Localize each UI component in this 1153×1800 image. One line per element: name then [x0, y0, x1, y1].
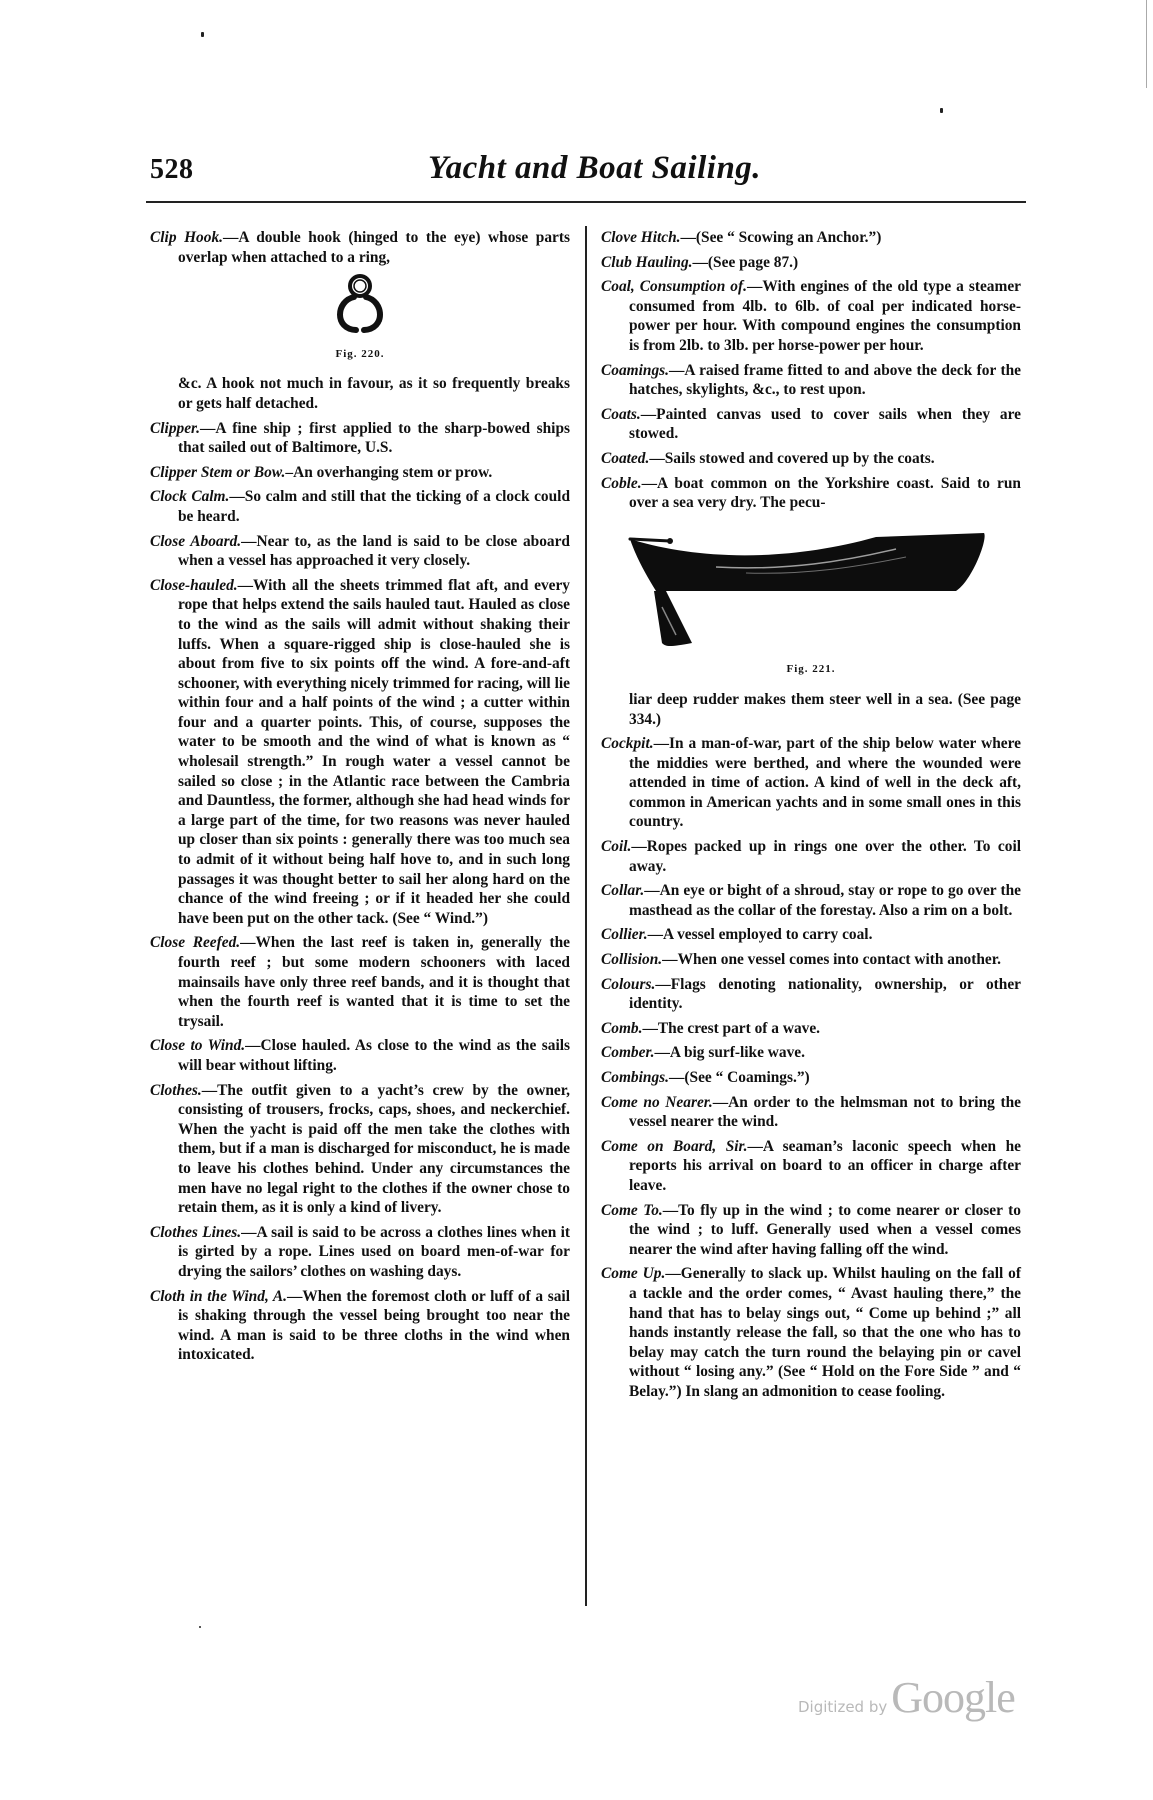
glossary-entry — [150, 419, 570, 458]
entry-term: Clipper Stem or Bow. — [150, 463, 286, 481]
entry-definition: —When one vessel comes into contact with another. — [662, 951, 1002, 969]
entry-definition: —(See “ Coamings.”) — [669, 1069, 810, 1086]
glossary-entry — [150, 1287, 570, 1365]
glossary-entry — [601, 361, 1021, 400]
entry-definition: —A seaman’s laconic speech when he reports his arrival on board to an officer in charge after leave. — [629, 1137, 1021, 1194]
entry-term: Close Aboard. — [150, 532, 242, 550]
glossary-entry — [601, 228, 1021, 248]
entry-term: Comb. — [601, 1019, 643, 1037]
entry-term: Coats. — [601, 405, 641, 423]
entry-term: Clove Hitch. — [601, 229, 681, 246]
entry-definition: —An eye or bight of a shroud, stay or rope to go over the masthead as the collar of the forestay. Also a rim on a bolt. — [629, 882, 1021, 919]
entry-definition: —Close hauled. As close to the wind as the sails will bear without lifting. — [178, 1037, 571, 1074]
scan-speck — [940, 108, 943, 113]
glossary-entry — [601, 734, 1021, 832]
glossary-entry — [601, 1093, 1021, 1132]
entry-term: Coble. — [601, 474, 642, 492]
entry-definition: —To fly up in the wind ; to come nearer or closer to the wind ; to luff. Generally used when a vessel comes nearer the wind after having falling off the wind. — [629, 1201, 1021, 1258]
column-divider — [585, 226, 587, 1606]
entry-definition: —The crest part of a wave. — [642, 1019, 821, 1037]
entry-definition: —An order to the helmsman not to bring the vessel nearer the wind. — [629, 1093, 1021, 1131]
entry-term: Close to Wind. — [150, 1037, 246, 1055]
running-title: Yacht and Boat Sailing. — [428, 150, 762, 186]
entry-term: Cloth in the Wind, A. — [150, 1287, 287, 1305]
entry-term: Colours. — [601, 975, 656, 993]
entry-term: Clock Calm. — [150, 488, 230, 506]
glossary-entry — [601, 1043, 1021, 1063]
glossary-entry — [601, 837, 1021, 876]
entry-definition: —When the foremost cloth or luff of a sail is shaking through the vessel being brought too near the wind. A man is said to be three cloths in the wind when intoxicated. — [178, 1287, 570, 1364]
entry-term: Come To. — [601, 1201, 663, 1219]
entry-definition: —When the last reef is taken in, generally the fourth reef ; but some modern schooners with laced mainsails have only three reef bands, and it is thought that when the fourth reef is wanted that it is time to set the trysail. — [178, 934, 570, 1030]
entry-definition: —A boat common on the Yorkshire coast. Said to run over a sea very dry. The pecu- — [629, 474, 1021, 512]
entry-term: Cockpit. — [601, 735, 654, 753]
entry-term: Clip Hook. — [150, 229, 223, 246]
glossary-entry — [601, 1068, 1021, 1088]
glossary-entry — [601, 1137, 1021, 1196]
entry-term: Coil. — [601, 838, 632, 856]
glossary-entry — [601, 975, 1021, 1014]
glossary-entry — [601, 405, 1021, 444]
watermark-prefix: Digitized by — [798, 1698, 888, 1716]
entry-term: Collar. — [601, 882, 645, 900]
glossary-entry — [150, 487, 570, 526]
coble-boat-icon — [626, 531, 996, 651]
entry-term: Coated. — [601, 449, 650, 467]
entry-definition: —With engines of the old type a steamer consumed from 4lb. to 6lb. of coal per indicated horse-power per hour. With compound engines the consumption is from 2lb. to 3lb. per horse-power per hour. — [629, 278, 1021, 354]
entry-term: Close-hauled. — [150, 576, 238, 594]
entry-term: Close Reefed. — [150, 934, 241, 952]
entry-definition: —A double hook (hinged to the eye) whose parts overlap when attached to a ring, — [178, 229, 571, 266]
glossary-entry — [601, 1201, 1021, 1260]
glossary-entry-continued: &c. A hook not much in favour, as it so frequently breaks or gets half detached. — [178, 375, 570, 412]
glossary-entry — [150, 576, 570, 929]
figure-caption: Fig. 220. — [335, 347, 385, 360]
entry-definition: —Sails stowed and covered up by the coats. — [649, 449, 935, 467]
glossary-entry — [601, 277, 1021, 355]
glossary-entry — [601, 449, 1021, 469]
scan-edge-line — [1146, 0, 1147, 88]
entry-definition: —In a man-of-war, part of the ship below water where the middies were berthed, and where the wounded were attended in time of action. A kind of well in the deck aft, common in American yachts and in some small ones in this country. — [629, 735, 1021, 831]
glossary-entry — [150, 463, 570, 483]
entry-term: Come Up. — [601, 1265, 666, 1283]
glossary-entry — [150, 228, 570, 267]
entry-definition: —With all the sheets trimmed flat aft, and every rope that helps extend the sails hauled taut. Hauled as close to the wind as the sails will admit without shaking their luffs. When a square-rigged ship is close-hauled she is about from five to six points off the wind. A fore-and-aft schooner, with everything nicely trimmed for racing, will lie within four and a half points of the wind ; a cutter within four and a quarter points. This, of course, supposes the water to be smooth and the wind of what is known as “ wholesail strength.” In rough water a vessel cannot be sailed so close ; in the Atlantic race between the Cambria and Dauntless, the former, although she had head winds for a large part of the time, for two reasons was never hauled up closer than six points : generally there was too much sea to admit of it without being half hove to, and in such long passages it was thought better to sail her along hard on the chance of the wind freeing ; or if it headed her she could have been put on the other tack. (See “ Wind.”) — [178, 576, 570, 927]
entry-definition: —A sail is said to be across a clothes lines when it is girted by a rope. Lines used on board men-of-war for drying the sailors’ clothes on washing days. — [178, 1223, 570, 1280]
glossary-entry — [150, 1081, 570, 1218]
glossary-entry — [150, 1036, 570, 1075]
entry-term: Coamings. — [601, 361, 669, 379]
glossary-entry — [601, 1019, 1021, 1039]
entry-definition: —Generally to slack up. Whilst hauling on the fall of a tackle and the order comes, “ Avast hauling there,” the hand that has to belay sings out, “ Come up behind ;” all hands instantly release the fall, so that the one who has to belay may catch the turn round the belaying pin or cavel without “ losing any.” (See “ Hold on the Fore Side ” and “ Belay.”) In slang an admonition to cease fooling. — [629, 1265, 1021, 1400]
entry-term: Come no Nearer. — [601, 1093, 713, 1111]
glossary-entry-continued: liar deep rudder makes them steer well in a sea. (See page 334.) — [629, 690, 1021, 728]
glossary-entry — [150, 532, 570, 571]
left-column — [150, 228, 570, 1370]
glossary-entry — [601, 881, 1021, 920]
figure-221 — [601, 531, 1021, 680]
entry-definition: —A vessel employed to carry coal. — [647, 926, 873, 944]
entry-term: Comber. — [601, 1044, 655, 1062]
glossary-entry — [150, 1223, 570, 1282]
entry-definition: —A raised frame fitted to and above the deck for the hatches, skylights, &c., to rest upon. — [629, 361, 1021, 399]
entry-term: Combings. — [601, 1069, 669, 1086]
clip-hook-icon — [330, 273, 390, 335]
scan-speck — [199, 1626, 201, 1628]
entry-term: Coal, Consumption of. — [601, 278, 747, 296]
entry-term: Collier. — [601, 926, 648, 944]
glossary-entry — [601, 1264, 1021, 1401]
header-rule — [146, 201, 1026, 203]
entry-definition: —Ropes packed up in rings one over the other. To coil away. — [629, 838, 1021, 875]
entry-definition: —(See page 87.) — [692, 253, 799, 271]
glossary-entry — [601, 950, 1021, 970]
glossary-entry — [601, 925, 1021, 945]
figure-caption: Fig. 221. — [786, 663, 836, 676]
entry-term: Clothes. — [150, 1081, 202, 1099]
entry-definition: —Near to, as the land is said to be close aboard when a vessel has approached it very closely. — [178, 532, 570, 570]
page-number: 528 — [150, 154, 194, 185]
entry-definition: —Painted canvas used to cover sails when they are stowed. — [629, 405, 1021, 443]
running-head — [150, 150, 1030, 190]
scan-speck — [201, 32, 204, 37]
glossary-entry — [601, 474, 1021, 513]
entry-definition: —A big surf-like wave. — [654, 1044, 805, 1062]
google-logo-text: Google — [891, 1673, 1015, 1722]
entry-term: Collision. — [601, 951, 663, 969]
entry-term: Clothes Lines. — [150, 1223, 242, 1241]
entry-term: Clipper. — [150, 419, 201, 437]
right-column — [601, 228, 1021, 1407]
figure-220 — [150, 273, 570, 364]
entry-term: Club Hauling. — [601, 253, 693, 271]
entry-term: Come on Board, Sir. — [601, 1137, 748, 1155]
glossary-entry — [150, 933, 570, 1031]
entry-definition: —(See “ Scowing an Anchor.”) — [680, 229, 882, 246]
entry-definition: —So calm and still that the ticking of a clock could be heard. — [178, 488, 570, 525]
entry-definition: —A fine ship ; first applied to the sharp-bowed ships that sailed out of Baltimore, U.S. — [178, 419, 570, 457]
entry-definition: –An overhanging stem or prow. — [285, 463, 493, 481]
entry-definition: —Flags denoting nationality, ownership, or other identity. — [629, 975, 1021, 1013]
digitized-by-google-watermark — [798, 1672, 1015, 1723]
glossary-entry — [601, 253, 1021, 273]
entry-definition: —The outfit given to a yacht’s crew by the owner, consisting of trousers, frocks, caps, shoes, and neckerchief. When the yacht is paid off the men take the clothes with them, but if a man is discharged for misconduct, he is made to leave his clothes behind. Under any circumstances the men have no legal right to the clothes if the owner chose to retain them, as it is only a kind of livery. — [178, 1081, 570, 1217]
